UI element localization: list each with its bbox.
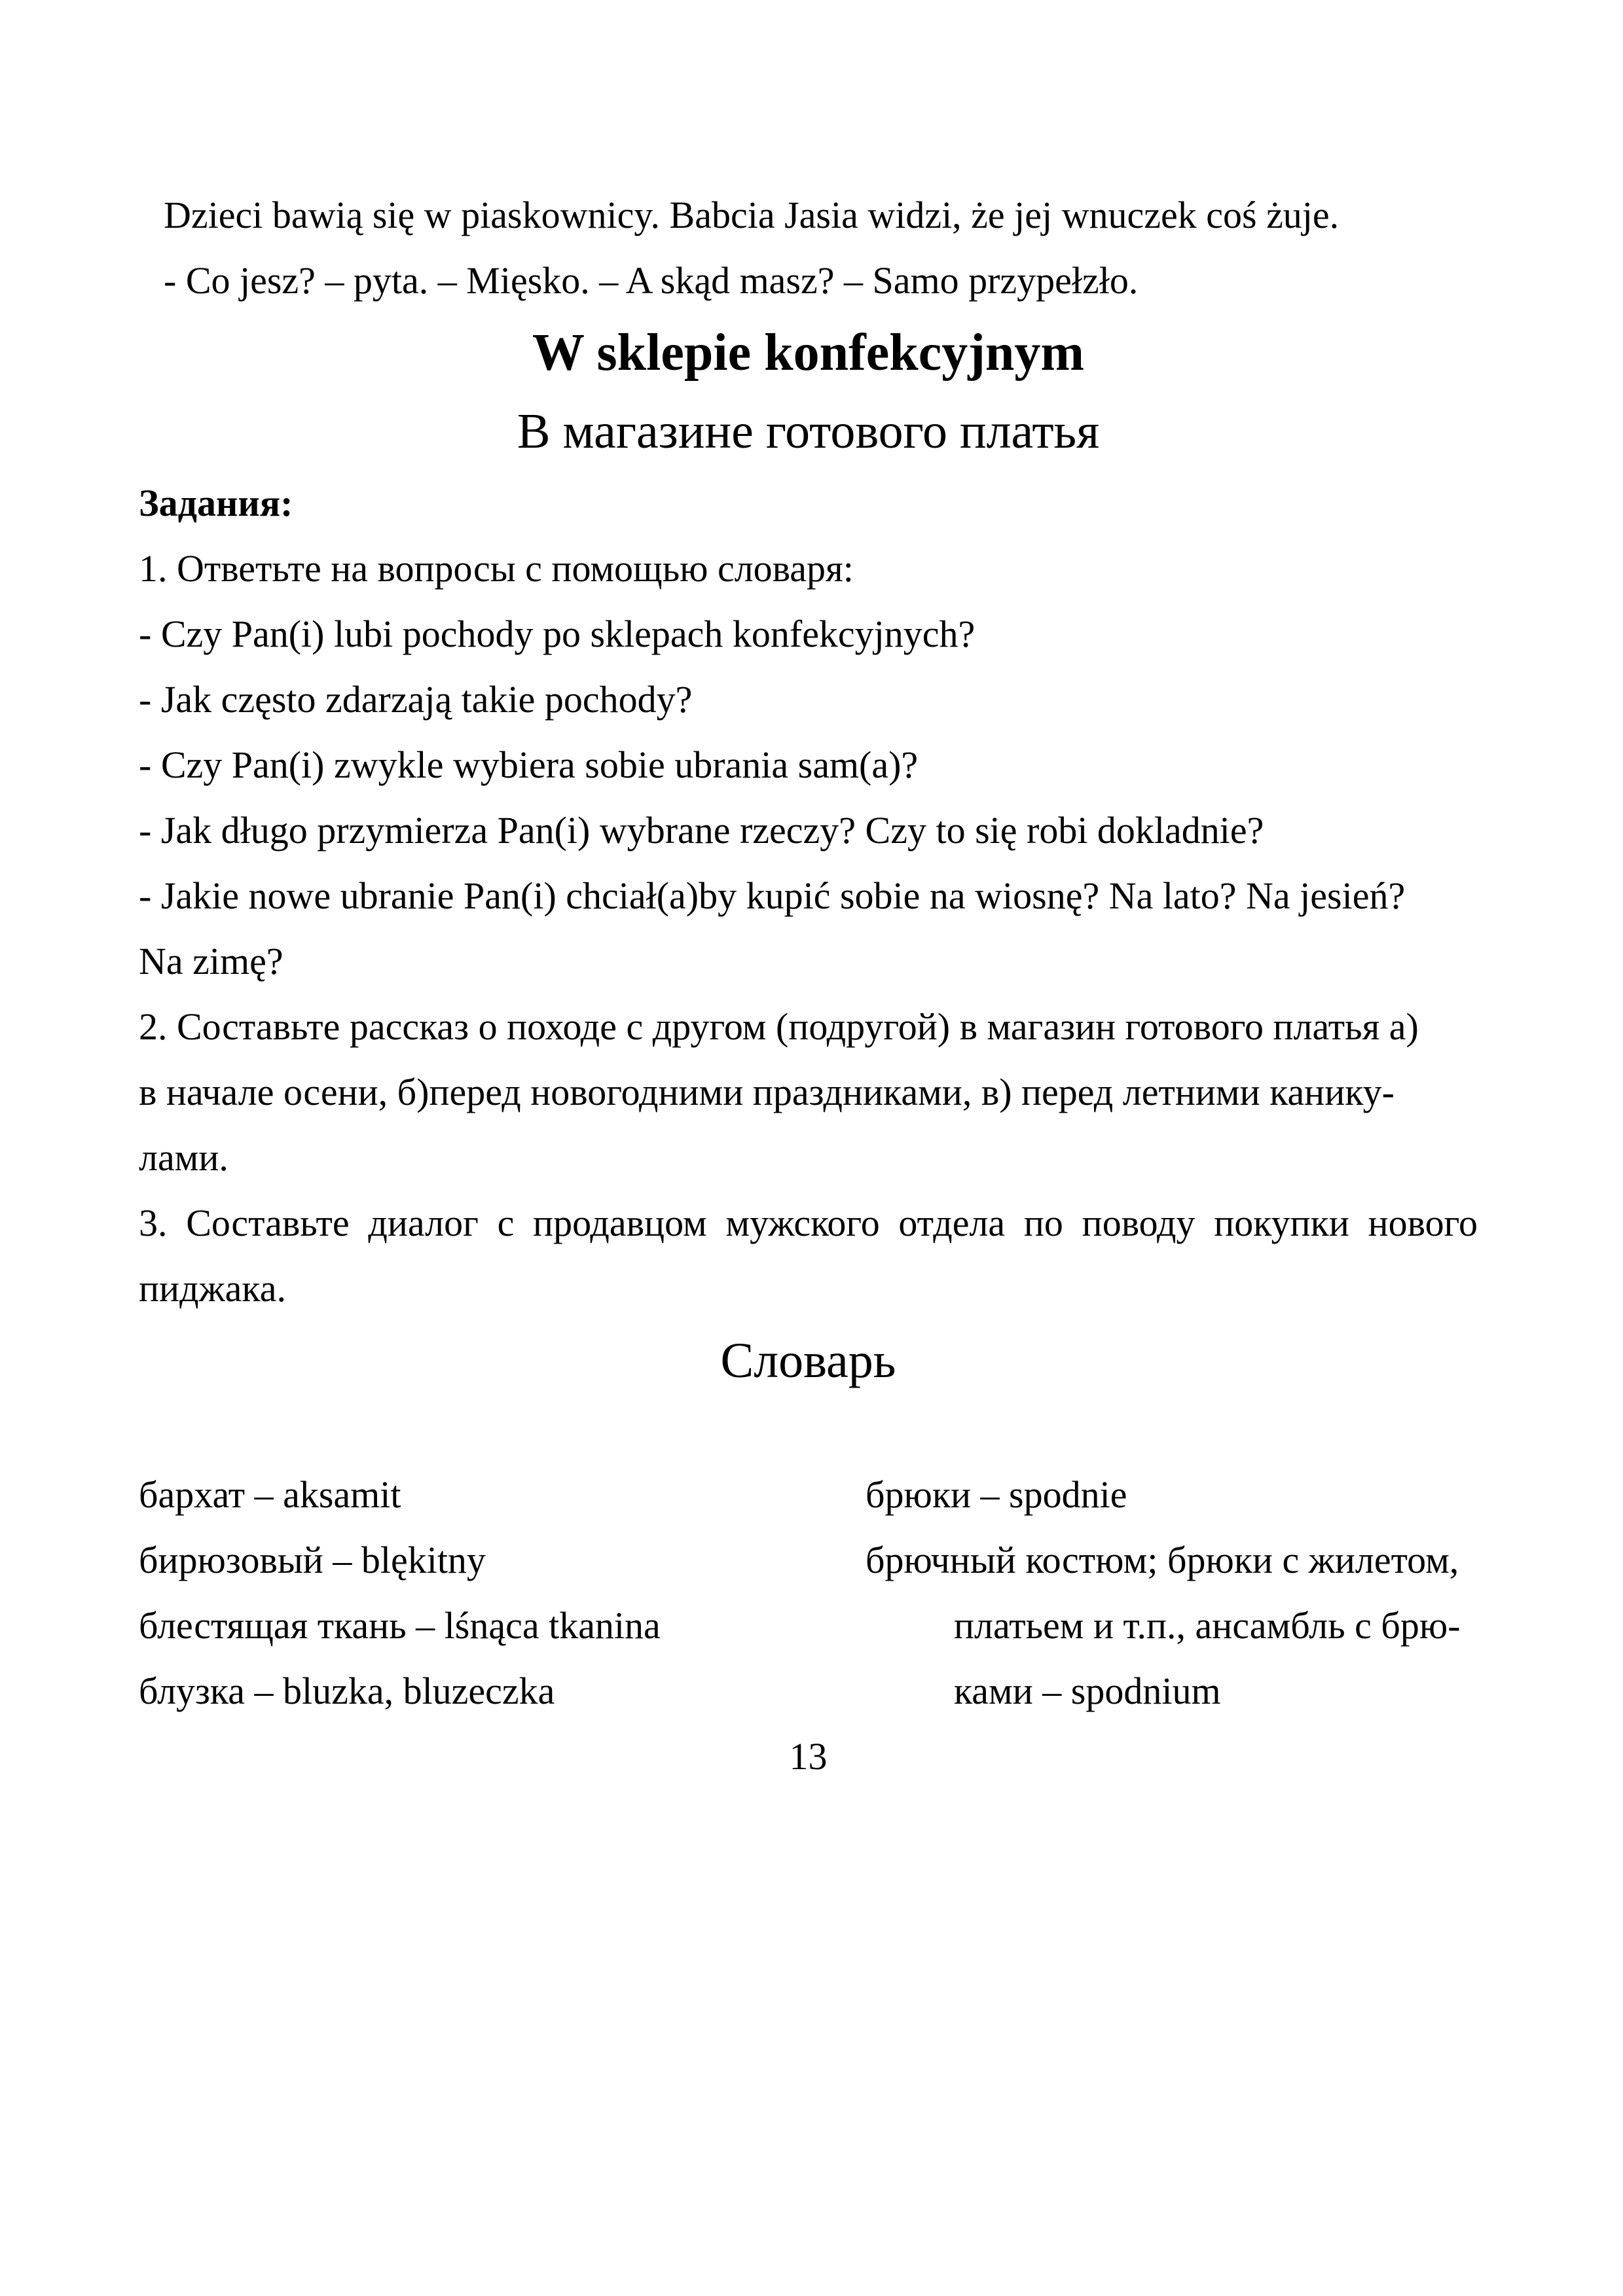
vocab-entry: брючный костюм; брюки с жилетом, <box>866 1539 1459 1581</box>
task3-line-1: 3. Составьте диалог с продавцом мужского отдела по поводу покупки нового <box>139 1202 1478 1244</box>
vocabulary-left-column <box>139 1462 866 1724</box>
task1-question-3: - Czy Pan(i) zwykle wybiera sobie ubrania sam(a)? <box>139 744 919 786</box>
task1-question-1: - Czy Pan(i) lubi pochody po sklepach konfekcyjnych? <box>139 613 976 655</box>
joke-line-1: Dzieci bawią się w piaskownicy. Babcia Jasia widzi, że jej wnuczek coś żuje. <box>164 194 1340 236</box>
intro-joke <box>139 183 1478 314</box>
tasks-heading: Задания: <box>139 482 293 524</box>
task2-line-2: в начале осени, б)перед новогодними праздниками, в) перед летними канику- <box>139 1071 1395 1113</box>
page-number: 13 <box>789 1735 828 1778</box>
vocabulary-right-column <box>866 1462 1478 1724</box>
page-title-polish: W sklepie konfekcyjnym <box>532 324 1085 382</box>
vocab-entry: блестящая ткань – lśnąca tkanina <box>139 1604 661 1647</box>
page-title-russian: В магазине готового платья <box>517 404 1100 459</box>
task1-question-5: - Jakie nowe ubranie Pan(i) chciał(a)by kupić sobie na wiosnę? Na lato? Na jesień? <box>139 874 1406 917</box>
vocab-entry: бархат – aksamit <box>139 1473 401 1516</box>
task1-intro: 1. Ответьте на вопросы с помощью словаря: <box>139 547 854 590</box>
task3-line-2: пиджака. <box>139 1267 286 1310</box>
joke-line-2: - Co jesz? – pyta. – Mięsko. – A skąd masz? – Samo przypełzło. <box>164 259 1139 302</box>
vocab-entry: бирюзовый – blękitny <box>139 1539 486 1581</box>
vocabulary-table <box>139 1462 1478 1724</box>
task1-question-5-continuation: Na zimę? <box>139 940 283 982</box>
task2-line-3: лами. <box>139 1136 228 1179</box>
task1-question-2: - Jak często zdarzają takie pochody? <box>139 678 693 721</box>
vocab-entry-continuation: ками – spodnium <box>954 1670 1221 1712</box>
vocab-entry-continuation: платьем и т.п., ансамбль с брю- <box>954 1604 1461 1647</box>
vocab-entry: брюки – spodnie <box>866 1473 1127 1516</box>
vocab-entry: блузка – bluzka, bluzeczka <box>139 1670 555 1712</box>
vocabulary-heading: Словарь <box>720 1333 896 1388</box>
task2-line-1: 2. Составьте рассказ о походе с другом (подругой) в магазин готового платья а) <box>139 1005 1419 1048</box>
task1-question-4: - Jak długo przymierza Pan(i) wybrane rzeczy? Czy to się robi dokladnie? <box>139 809 1264 852</box>
